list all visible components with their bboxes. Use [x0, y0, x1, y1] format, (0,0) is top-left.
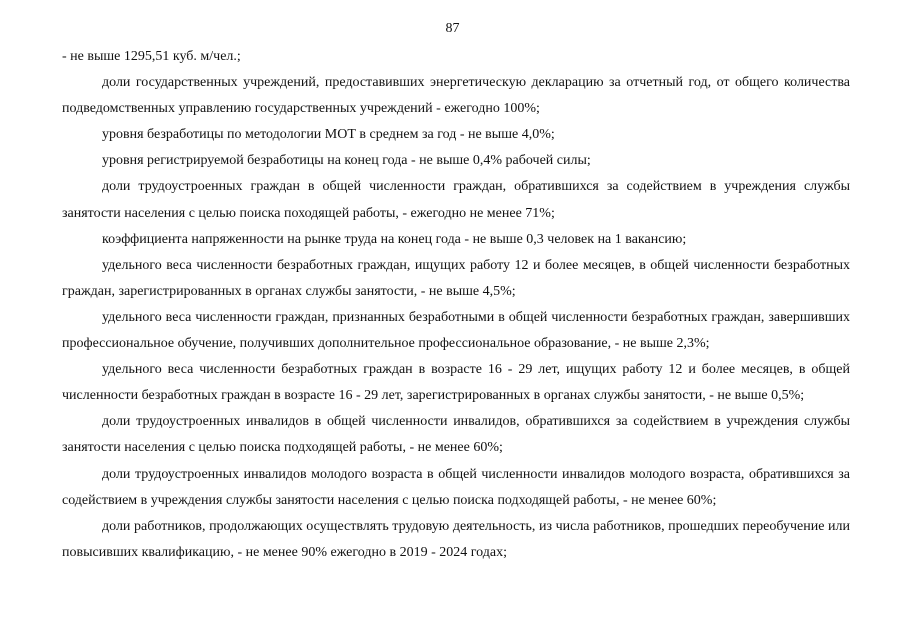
paragraph-youth-unemployed: удельного веса численности безработных граждан в возрасте 16 - 29 лет, ищущих работу 12 и более месяцев, в общей численности безработных граждан в возрасте 16 - 29 лет, зарегистрированных в органах службы занятости, - не выше 0,5%; [62, 362, 850, 404]
paragraph-retrained-workers: доли работников, продолжающих осуществлять трудовую деятельность, из числа работников, прошедших переобучение или повысивших квалификацию, - не менее 90% ежегодно в 2019 - 2024 годах; [62, 518, 850, 560]
document-body [62, 44, 850, 566]
paragraph-registered-unemployment: уровня регистрируемой безработицы на конец года - не выше 0,4% рабочей силы; [102, 153, 591, 169]
paragraph-energy-declaration: доли государственных учреждений, предоставивших энергетическую декларацию за отчетный год, от общего количества подведомственных управлению государственных учреждений - ежегодно 100%; [62, 75, 850, 117]
paragraph-labor-tension: коэффициента напряженности на рынке труда на конец года - не выше 0,3 человек на 1 вакансию; [102, 231, 687, 247]
paragraph-retrained-unemployed: удельного веса численности граждан, признанных безработными в общей численности безработных граждан, завершивших профессиональное обучение, получивших дополнительное профессиональное образование, - не выше 2,3%; [62, 309, 850, 352]
paragraph-employed-young-disabled: доли трудоустроенных инвалидов молодого возраста в общей численности инвалидов молодого возраста, обратившихся за содействием в учреждения службы занятости населения с целью поиска подходящей работы, - не менее 60%; [62, 466, 850, 508]
paragraph-employed-disabled: доли трудоустроенных инвалидов в общей численности инвалидов, обратившихся за содействием в учреждения службы занятости населения с целью поиска подходящей работы, - не менее 60%; [62, 414, 850, 456]
page-number: 87 [445, 21, 460, 36]
paragraph-water-consumption: - не выше 1295,51 куб. м/чел.; [62, 49, 241, 64]
paragraph-employed-citizens: доли трудоустроенных граждан в общей численности граждан, обратившихся за содействием в учреждения службы занятости населения с целью поиска походящей работы, - ежегодно не менее 71%; [62, 179, 850, 221]
paragraph-long-term-unemployed: удельного веса численности безработных граждан, ищущих работу 12 и более месяцев, в общей численности безработных граждан, зарегистрированных в органах службы занятости, - не выше 4,5%; [62, 257, 850, 299]
paragraph-ilo-unemployment: уровня безработицы по методологии МОТ в среднем за год - не выше 4,0%; [102, 127, 555, 143]
